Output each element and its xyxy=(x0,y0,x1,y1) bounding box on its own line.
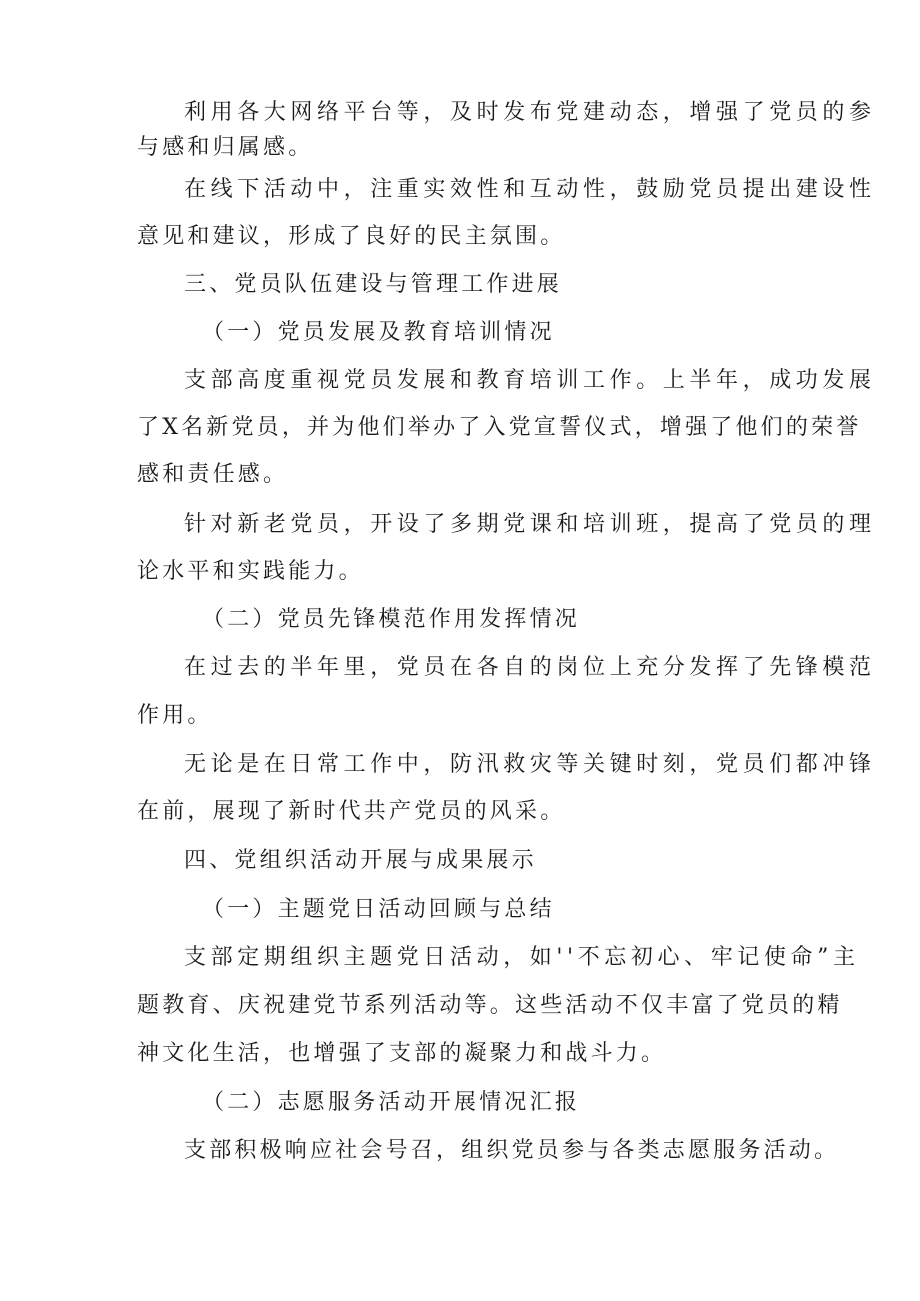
body-text-line: 题教育、庆祝建党节系列活动等。这些活动不仅丰富了党员的精 xyxy=(137,993,843,1018)
body-text-line: 在线下活动中，注重实效性和互动性，鼓励党员提出建设性 xyxy=(184,177,876,202)
subsection-heading: （一）党员发展及教育培训情况 xyxy=(202,320,555,345)
body-text-line: 在前，展现了新时代共产党员的风采。 xyxy=(137,799,566,824)
body-text-line: 支部积极响应社会号召，组织党员参与各类志愿服务活动。 xyxy=(184,1138,840,1163)
body-text-line: 在过去的半年里，党员在各自的岗位上充分发挥了先锋模范 xyxy=(184,655,876,680)
subsection-heading: （二）志愿服务活动开展情况汇报 xyxy=(202,1090,581,1115)
subsection-heading: （一）主题党日活动回顾与总结 xyxy=(202,897,555,922)
section-heading: 三、党员队伍建设与管理工作进展 xyxy=(184,272,563,297)
body-text-line: 神文化生活，也增强了支部的凝聚力和战斗力。 xyxy=(137,1041,667,1066)
section-heading: 四、党组织活动开展与成果展示 xyxy=(184,848,537,873)
body-text-line: 支部高度重视党员发展和教育培训工作。上半年，成功发展 xyxy=(184,368,876,393)
body-text-line: 感和责任感。 xyxy=(137,462,289,487)
body-text-line: 利用各大网络平台等，及时发布党建动态，增强了党员的参 xyxy=(184,100,876,125)
body-text-line: 论水平和实践能力。 xyxy=(137,559,364,584)
body-text-line: 作用。 xyxy=(137,703,213,728)
body-text-line: 针对新老党员，开设了多期党课和培训班，提高了党员的理 xyxy=(184,512,876,537)
body-text-line: 意见和建议，形成了良好的民主氛围。 xyxy=(137,224,566,249)
subsection-heading: （二）党员先锋模范作用发挥情况 xyxy=(202,607,581,632)
body-text-line: 与感和归属感。 xyxy=(137,135,314,160)
body-text-line: 无论是在日常工作中，防汛救灾等关键时刻，党员们都冲锋 xyxy=(184,752,876,777)
body-text-line: 支部定期组织主题党日活动，如''不忘初心、牢记使命”主 xyxy=(184,945,860,970)
body-text-line: 了X名新党员，并为他们举办了入党宣誓仪式，增强了他们的荣誉 xyxy=(137,415,862,440)
